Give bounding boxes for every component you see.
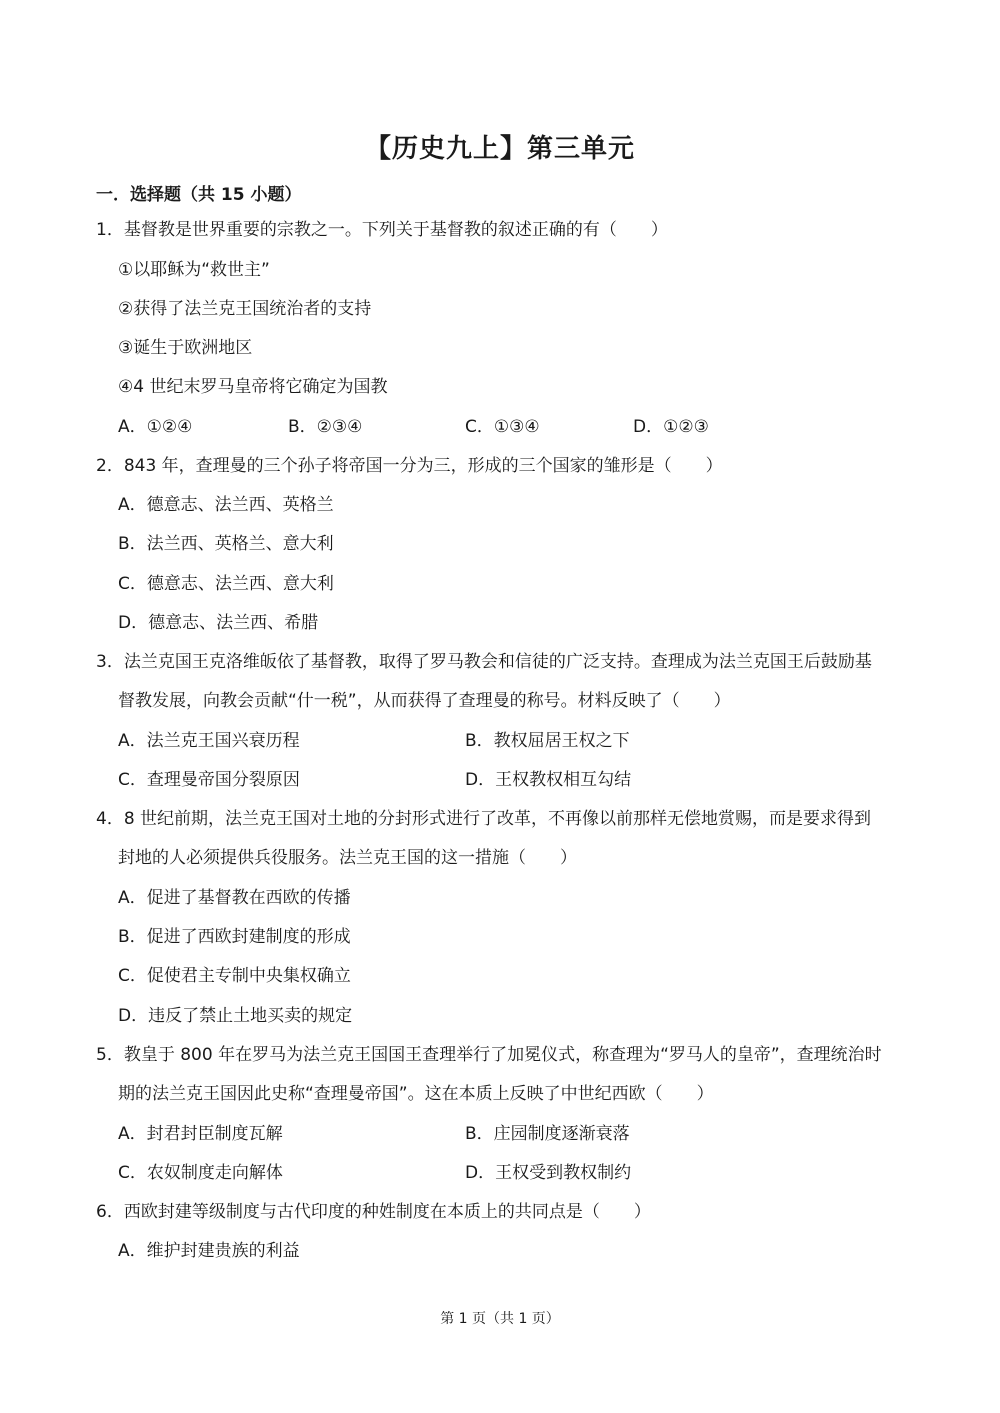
question-4-option-a: A．促进了基督教在西欧的传播 — [118, 888, 351, 908]
question-5-option-c: C．农奴制度走向解体 — [118, 1163, 283, 1183]
question-1-option-a: A．①②④ — [118, 417, 193, 437]
question-1-stem: 1．基督教是世界重要的宗教之一。下列关于基督教的叙述正确的有（ ） — [96, 220, 668, 240]
question-2-option-c: C．德意志、法兰西、意大利 — [118, 574, 334, 594]
question-3-stem-line-2: 督教发展，向教会贡献“什一税”，从而获得了查理曼的称号。材料反映了（ ） — [118, 691, 731, 711]
question-5-option-d: D．王权受到教权制约 — [465, 1163, 632, 1183]
question-4-stem-line-2: 封地的人必须提供兵役服务。法兰克王国的这一措施（ ） — [118, 848, 577, 868]
question-2-stem: 2．843 年，查理曼的三个孙子将帝国一分为三，形成的三个国家的雏形是（ ） — [96, 456, 723, 476]
page-title: 【历史九上】第三单元 — [364, 134, 635, 164]
question-5-option-b: B．庄园制度逐渐衰落 — [465, 1124, 630, 1144]
question-4-option-b: B．促进了西欧封建制度的形成 — [118, 927, 351, 947]
question-6-stem: 6．西欧封建等级制度与古代印度的种姓制度在本质上的共同点是（ ） — [96, 1202, 651, 1222]
question-6-option-a: A．维护封建贵族的利益 — [118, 1241, 300, 1261]
question-4-option-c: C．促使君主专制中央集权确立 — [118, 966, 351, 986]
question-3-option-d: D．王权教权相互勾结 — [465, 770, 632, 790]
question-1-option-b: B．②③④ — [288, 417, 363, 437]
section-heading: 一．选择题（共 15 小题） — [96, 185, 302, 205]
question-1-option-d: D．①②③ — [633, 417, 709, 437]
question-2-option-d: D．德意志、法兰西、希腊 — [118, 613, 319, 633]
question-3-stem-line-1: 3．法兰克国王克洛维皈依了基督教，取得了罗马教会和信徒的广泛支持。查理成为法兰克国王后鼓励基 — [96, 652, 872, 672]
question-1-item-3: ③诞生于欧洲地区 — [118, 338, 253, 358]
question-2-option-b: B．法兰西、英格兰、意大利 — [118, 534, 334, 554]
question-5-stem-line-1: 5．教皇于 800 年在罗马为法兰克王国国王查理举行了加冕仪式，称查理为“罗马人的皇帝”，查理统治时 — [96, 1045, 882, 1065]
question-1-item-1: ①以耶稣为“救世主” — [118, 260, 270, 280]
question-5-stem-line-2: 期的法兰克王国因此史称“查理曼帝国”。这在本质上反映了中世纪西欧（ ） — [118, 1084, 714, 1104]
page-footer: 第 1 页（共 1 页） — [440, 1311, 560, 1327]
question-1-option-c: C．①③④ — [465, 417, 540, 437]
question-3-option-c: C．查理曼帝国分裂原因 — [118, 770, 300, 790]
question-4-stem-line-1: 4．8 世纪前期，法兰克王国对土地的分封形式进行了改革，不再像以前那样无偿地赏赐，而是要求得到 — [96, 809, 872, 829]
question-4-option-d: D．违反了禁止土地买卖的规定 — [118, 1006, 353, 1026]
question-3-option-a: A．法兰克王国兴衰历程 — [118, 731, 300, 751]
question-1-item-2: ②获得了法兰克王国统治者的支持 — [118, 299, 372, 319]
question-5-option-a: A．封君封臣制度瓦解 — [118, 1124, 283, 1144]
question-2-option-a: A．德意志、法兰西、英格兰 — [118, 495, 334, 515]
question-1-item-4: ④4 世纪末罗马皇帝将它确定为国教 — [118, 377, 388, 397]
question-3-option-b: B．教权屈居王权之下 — [465, 731, 630, 751]
